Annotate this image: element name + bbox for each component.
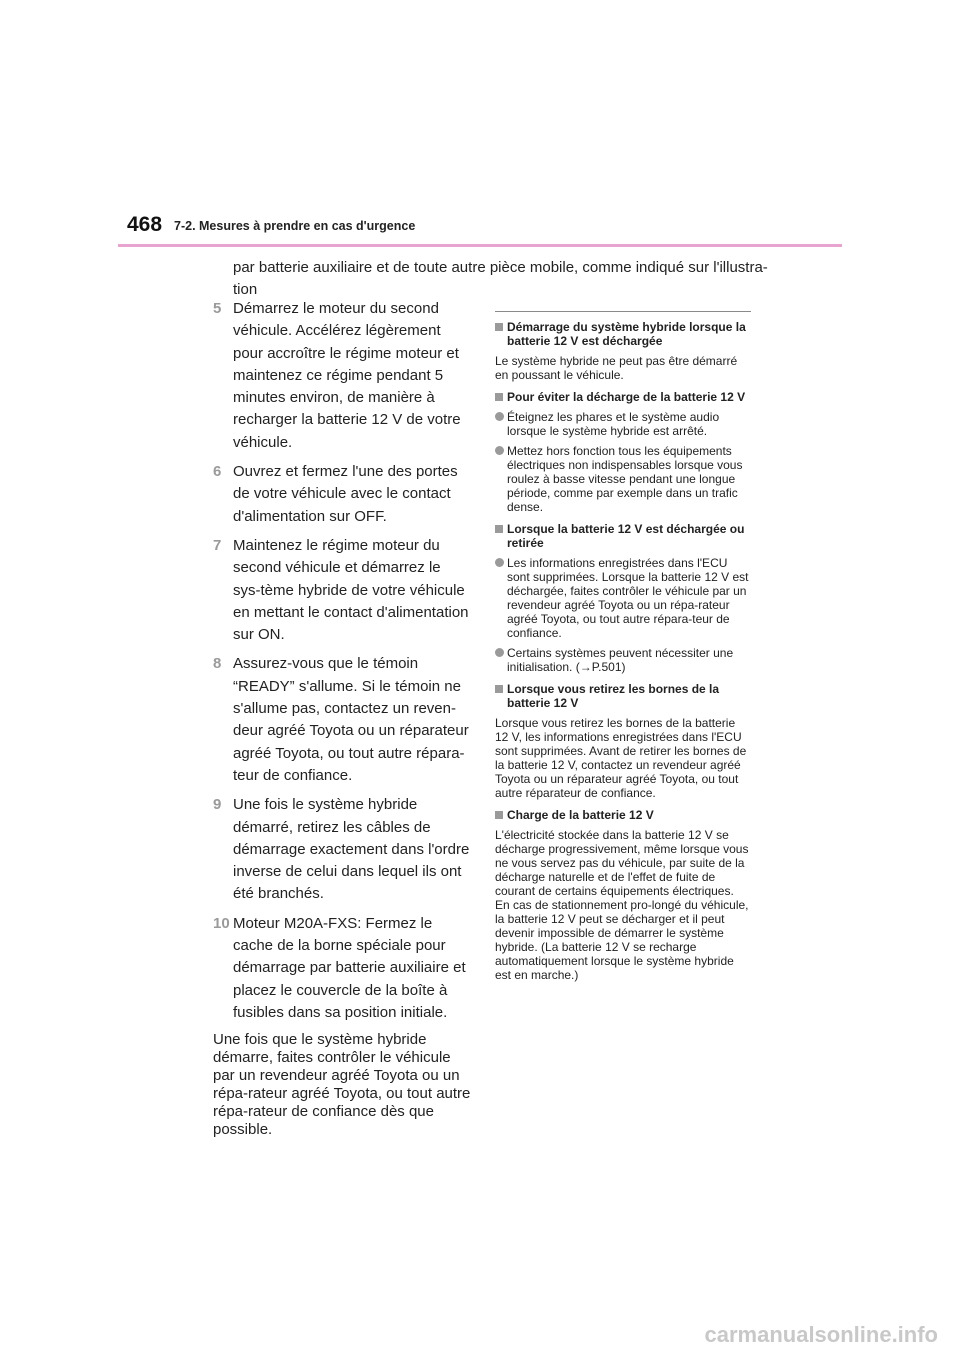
step-number: 7: [213, 536, 222, 554]
intro-line-2: tion: [233, 281, 258, 298]
step-6: [213, 461, 471, 528]
note-heading-text: Lorsque vous retirez les bornes de la batterie 12 V: [507, 682, 720, 710]
steps-column: [213, 298, 471, 1139]
header-divider: [118, 244, 842, 247]
note-bullet: [495, 410, 751, 438]
circle-bullet-icon: [495, 648, 504, 657]
step-text: Démarrez le moteur du second véhicule. Accélérez légèrement pour accroître le régime moteur et maintenez ce régime pendant 5 minutes environ, de manière à recharger la batterie 12 V de votre véhicule.: [233, 300, 461, 451]
circle-bullet-icon: [495, 558, 504, 567]
note-bullet-text: Les informations enregistrées dans l'ECU sont supprimées. Lorsque la batterie 12 V est déchargée, faites contrôler le véhicule par un revendeur agréé Toyota ou un répa-rateur agréé Toyota, ou tout autre répara-teur de confiance.: [507, 556, 749, 640]
note-heading-text: Démarrage du système hybride lorsque la batterie 12 V est déchargée: [507, 320, 746, 348]
note-bullet-text: Éteignez les phares et le système audio lorsque le système hybride est arrêté.: [507, 410, 720, 438]
note-heading: [495, 682, 751, 710]
step-9: [213, 794, 471, 905]
section-title: 7-2. Mesures à prendre en cas d'urgence: [174, 219, 416, 233]
step-10: [213, 913, 471, 1024]
intro-line-1: par batterie auxiliaire et de toute autre pièce mobile, comme indiqué sur l'illustra-: [233, 259, 768, 276]
notes-column: [495, 311, 751, 988]
step-8: [213, 653, 471, 787]
closing-paragraph: Une fois que le système hybride démarre, faites contrôler le véhicule par un revendeur agréé Toyota ou un répa-rateur agréé Toyota, ou tout autre répa-rateur de confiance dès que possible.: [213, 1031, 471, 1139]
note-body: Le système hybride ne peut pas être démarré en poussant le véhicule.: [495, 354, 738, 382]
watermark: carmanualsonline.info: [704, 1322, 938, 1347]
step-text: Une fois le système hybride démarré, retirez les câbles de démarrage exactement dans l'ordre inverse de celui dans lequel ils ont été branchés.: [233, 796, 470, 903]
step-number: 8: [213, 655, 222, 673]
step-number: 9: [213, 796, 222, 814]
note-heading: [495, 808, 751, 822]
note-bullet-text: Certains systèmes peuvent nécessiter une initialisation. (→P.501): [507, 646, 734, 674]
square-bullet-icon: [495, 811, 503, 819]
step-5: [213, 298, 471, 454]
step-number: 5: [213, 300, 222, 317]
note-bullet: [495, 444, 751, 514]
square-bullet-icon: [495, 685, 503, 693]
note-heading: [495, 522, 751, 550]
note-heading-text: Lorsque la batterie 12 V est déchargée ou retirée: [507, 522, 745, 550]
square-bullet-icon: [495, 525, 503, 533]
note-heading: [495, 320, 751, 348]
note-bullet: [495, 556, 751, 640]
step-7: [213, 535, 471, 646]
note-bullet-text: Mettez hors fonction tous les équipements électriques non indispensables lorsque vous roulez à basse vitesse pendant une longue période, comme par exemple dans un trafic dense.: [507, 444, 743, 514]
note-heading-text: Pour éviter la décharge de la batterie 12 V: [507, 390, 746, 404]
note-body: L'électricité stockée dans la batterie 12 V se décharge progressivement, même lorsque vous ne vous servez pas du véhicule, par suite de la décharge naturelle et de l'effet de fuite de courant de certains équipements électriques. En cas de stationnement pro-longé du véhicule, la batterie 12 V peut se décharger et il peut devenir impossible de démarrer le système hybride. (La batterie 12 V se recharge automatiquement lorsque le système hybride est en marche.): [495, 828, 749, 982]
step-text: Assurez-vous que le témoin “READY” s'allume. Si le témoin ne s'allume pas, contactez un reven-deur agréé Toyota ou un réparateur agréé Toyota, ou tout autre répara-teur de confiance.: [233, 655, 469, 784]
notes-divider: [495, 311, 751, 312]
circle-bullet-icon: [495, 412, 504, 421]
step-number: 6: [213, 463, 222, 481]
page-number: 468: [127, 213, 163, 236]
square-bullet-icon: [495, 323, 503, 331]
step-text: Moteur M20A-FXS: Fermez le cache de la borne spéciale pour démarrage par batterie auxiliaire et placez le couvercle de la boîte à fusibles dans sa position initiale.: [233, 914, 466, 1021]
note-body: Lorsque vous retirez les bornes de la batterie 12 V, les informations enregistrées dans l'ECU sont supprimées. Avant de retirer les bornes de la batterie 12 V, contactez un revendeur agréé Toyota ou un réparateur agréé Toyota, ou tout autre réparateur de confiance.: [495, 716, 747, 800]
step-text: Maintenez le régime moteur du second véhicule et démarrez le sys-tème hybride de votre véhicule en mettant le contact d'alimentation sur ON.: [233, 536, 469, 644]
note-heading: [495, 390, 751, 404]
square-bullet-icon: [495, 393, 503, 401]
note-bullet: [495, 646, 751, 674]
circle-bullet-icon: [495, 446, 504, 455]
step-text: Ouvrez et fermez l'une des portes de votre véhicule avec le contact d'alimentation sur OFF.: [233, 463, 458, 525]
step-number: 10: [213, 914, 230, 932]
note-heading-text: Charge de la batterie 12 V: [507, 808, 654, 822]
